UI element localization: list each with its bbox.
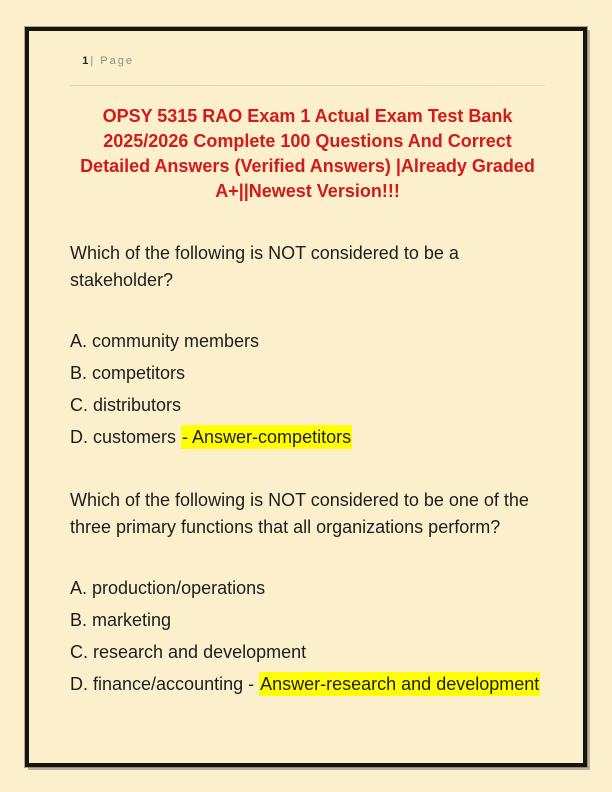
options-list (70, 575, 545, 698)
question-text-line: stakeholder? (70, 270, 174, 290)
page-header (70, 36, 545, 82)
page-label: | Page (90, 55, 134, 67)
answer-highlight: Answer-research and development (260, 674, 540, 694)
title-line: OPSY 5315 RAO Exam 1 Actual Exam Test Bank (102, 106, 513, 126)
question-text-line: Which of the following is NOT considered to be a (70, 243, 459, 263)
option-row (70, 392, 545, 419)
title-line: Detailed Answers (Verified Answers) |Already Graded (80, 156, 535, 176)
option-row (70, 607, 545, 634)
option-text: A. production/operations (70, 578, 266, 598)
option-row (70, 360, 545, 387)
option-text: C. distributors (70, 395, 182, 415)
option-row (70, 575, 545, 602)
title-line: 2025/2026 Complete 100 Questions And Correct (103, 131, 512, 151)
option-text: A. community members (70, 331, 260, 351)
option-row (70, 424, 545, 451)
document-title (70, 104, 545, 204)
option-row (70, 671, 545, 698)
title-line: A+||Newest Version!!! (215, 181, 400, 201)
option-text: B. marketing (70, 610, 172, 630)
header-rule (70, 85, 545, 86)
option-row (70, 328, 545, 355)
question-1 (70, 240, 545, 451)
option-row (70, 639, 545, 666)
question-text-line: Which of the following is NOT considered to be one of the (70, 490, 529, 510)
options-list (70, 328, 545, 451)
page-frame (25, 27, 587, 767)
option-text: D. finance/accounting - (70, 674, 260, 694)
option-text: D. customers (70, 427, 182, 447)
question-text-line: three primary functions that all organizations perform? (70, 517, 501, 537)
option-text: C. research and development (70, 642, 307, 662)
option-text: B. competitors (70, 363, 186, 383)
page-number: 1 (82, 55, 89, 67)
answer-highlight: - Answer-competitors (182, 427, 352, 447)
question-2 (70, 487, 545, 698)
